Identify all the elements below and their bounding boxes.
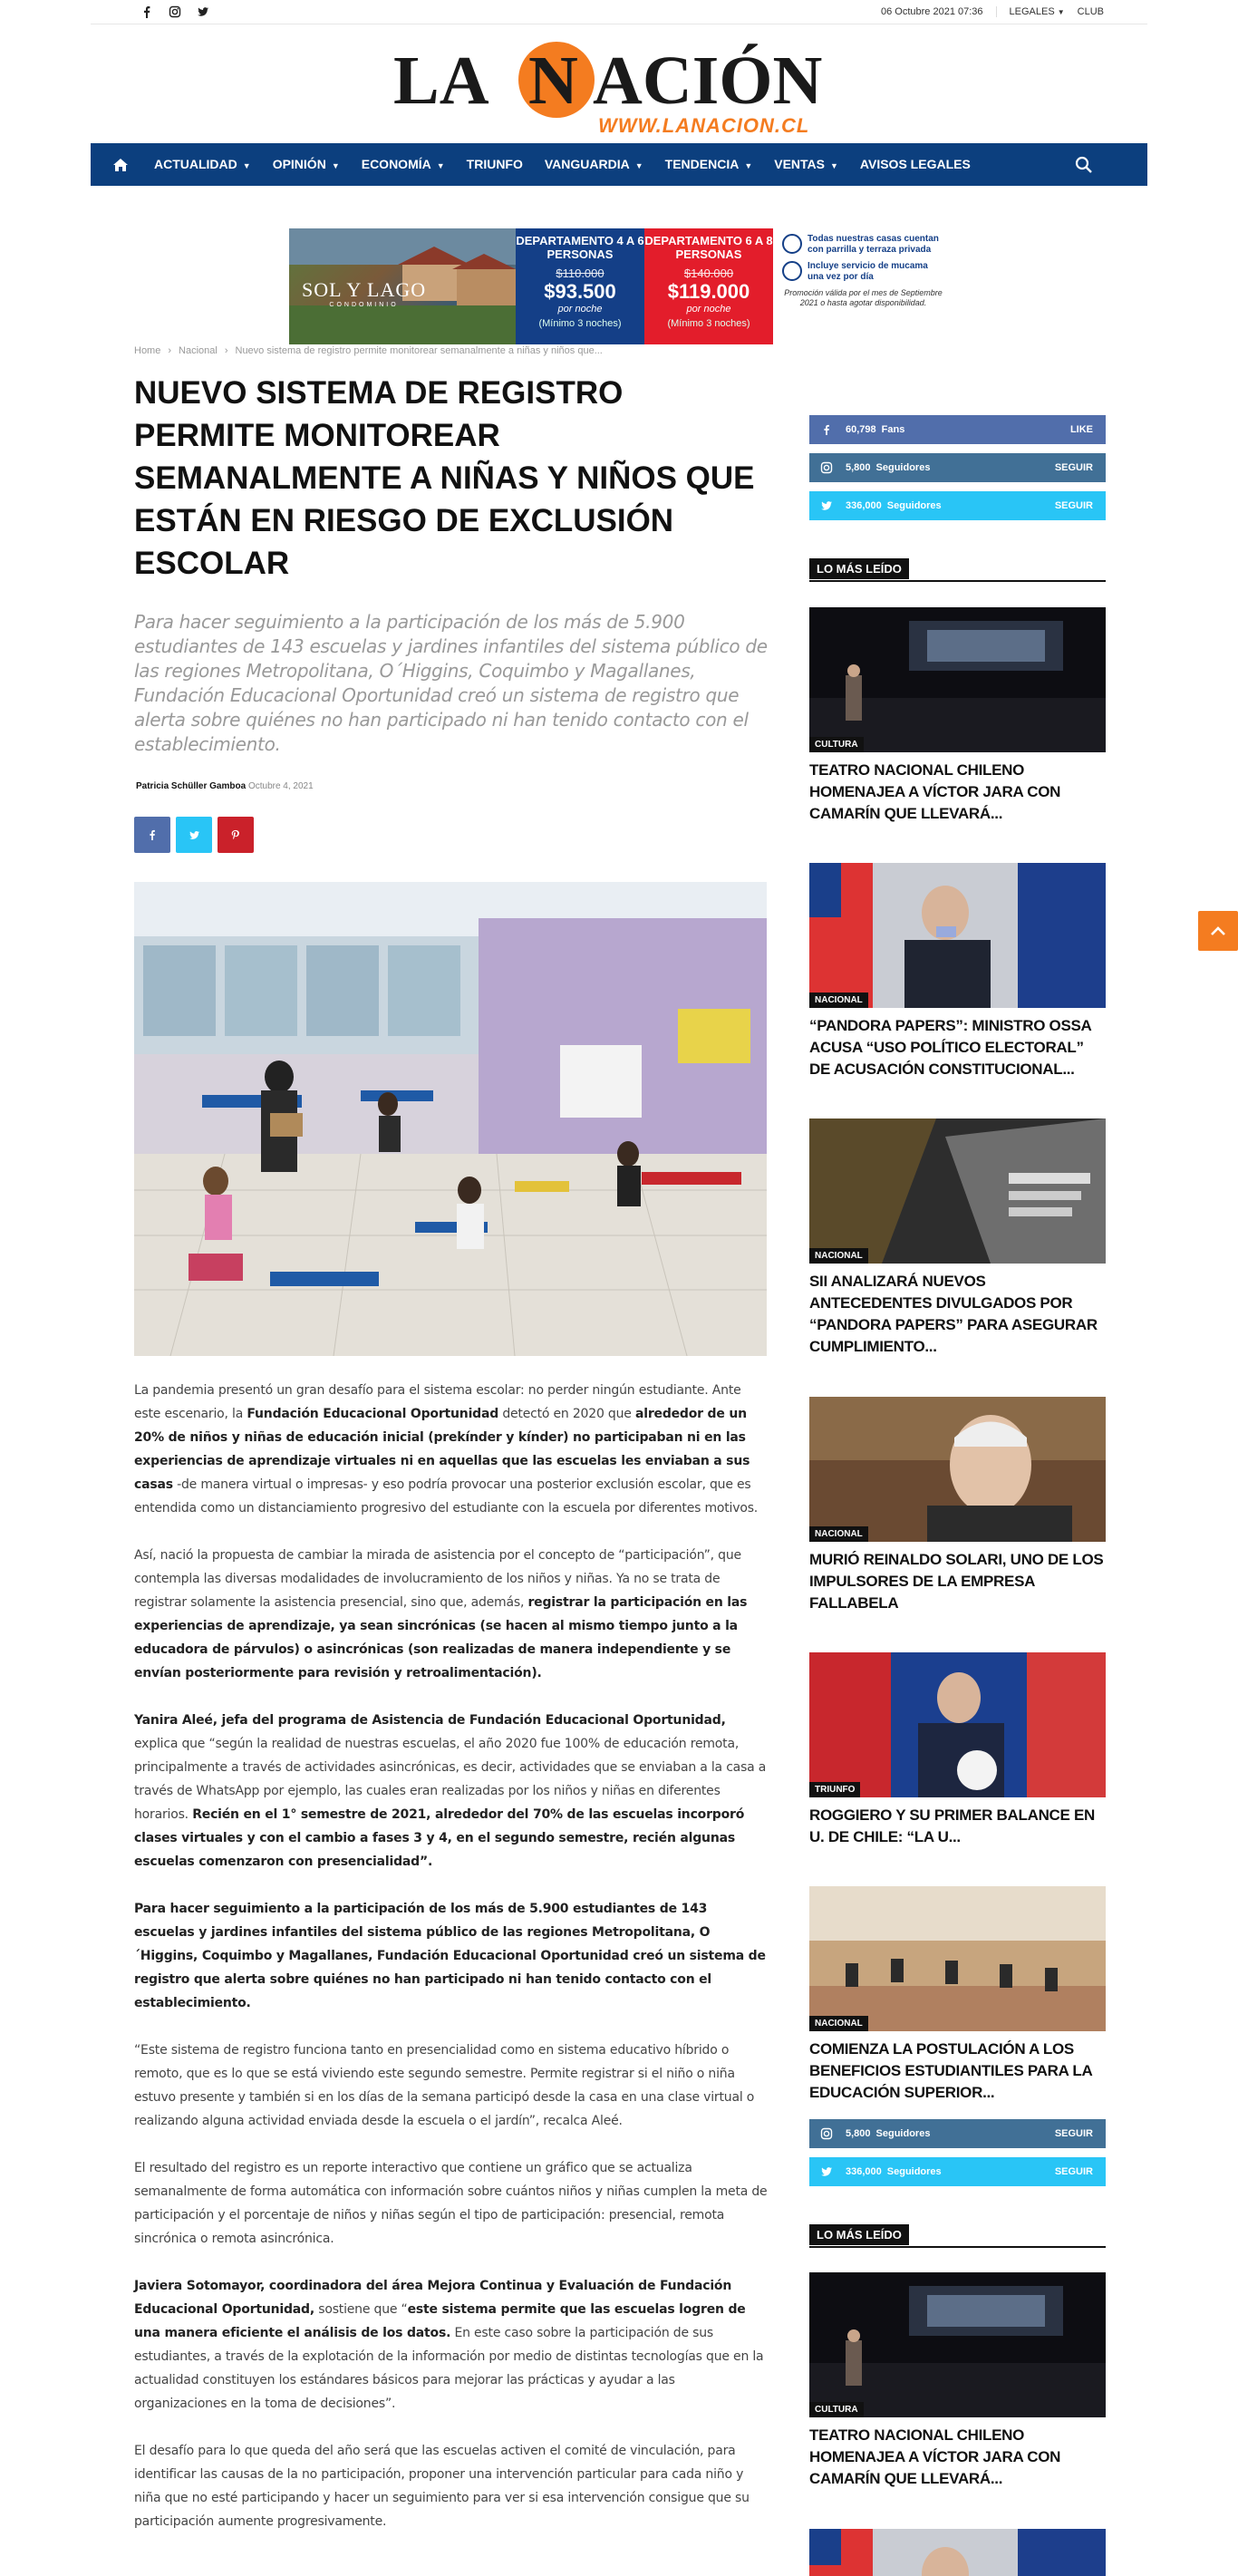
search-icon	[1075, 156, 1093, 174]
nav-item-avisos-legales[interactable]	[849, 143, 982, 186]
chevron-down-icon: ▼	[242, 161, 251, 170]
divider	[996, 6, 997, 17]
logo-url: WWW.LANACION.CL	[598, 114, 810, 137]
twitter-counter[interactable]	[809, 491, 1106, 520]
logo-text-acion: ACIÓN	[593, 43, 823, 119]
facebook-icon[interactable]	[140, 5, 153, 18]
news-title[interactable]: “PANDORA PAPERS”: MINISTRO OSSA ACUSA “USO POLÍTICO ELECTORAL” DE ACUSACIÓN CONSTITUCIONAL...	[809, 1017, 1091, 1078]
instagram-icon	[818, 460, 835, 476]
back-to-top-button[interactable]	[1198, 911, 1238, 951]
news-title[interactable]: SII ANALIZARÁ NUEVOS ANTECEDENTES DIVULGADOS POR “PANDORA PAPERS” PARA ASEGURAR CUMPLIMIENTO...	[809, 1273, 1098, 1355]
article-paragraph: El desafío para lo que queda del año será que las escuelas activen el comité de vinculación, para identificar las causas de la no participación, proponer una intervención particular para cada niño y niña que no esté participando y hacer un seguimiento para ver si esa intervención consigue que su participación aumente progresivamente.	[134, 2444, 750, 2529]
text-run: explica que “según la realidad de nuestras escuelas, el año 2020 fue 100% de educación remota, principalmente a través de actividades asincrónicas, es decir, actividades que se enviaban a la casa a través de WhatsApp por ejemplo, las cuales eran realizadas por los niños y niñas en diferentes horarios.	[134, 1737, 767, 1822]
category-badge[interactable]: TRIUNFO	[809, 1782, 860, 1797]
chevron-down-icon: ▼	[1057, 8, 1065, 16]
news-card-partial[interactable]	[809, 2529, 1106, 2576]
nav-item-economia[interactable]	[351, 143, 456, 186]
ad-price: $119.000	[667, 280, 750, 303]
nav-item-ventas[interactable]	[763, 143, 849, 186]
text-bold: registrar la participación en las experiencias de aprendizaje, ya sean sincrónicas (se hacen al mismo tiempo junto a la educadora de párvulos) o asincrónicas (son realizadas de manera independiente y se envían posteriormente para revisión y retroalimentación).	[134, 1595, 748, 1680]
sii-building-photo	[809, 1119, 1106, 1264]
sidebar-most-read	[809, 558, 1106, 604]
text-bold: Yanira Aleé, jefa del programa de Asistencia de Fundación Educacional Oportunidad,	[134, 1713, 726, 1728]
breadcrumb	[134, 345, 603, 356]
category-badge[interactable]: NACIONAL	[809, 1248, 868, 1264]
article-paragraph	[134, 1897, 769, 2015]
site-logo[interactable]	[390, 36, 852, 140]
counter-label: Fans	[881, 424, 905, 435]
news-thumbnail[interactable]	[809, 1652, 1106, 1797]
chevron-right-icon: ›	[168, 345, 172, 356]
ad-banner[interactable]	[289, 228, 953, 344]
follow-button[interactable]: SEGUIR	[1054, 2128, 1093, 2139]
minister-photo	[809, 863, 1106, 1008]
ad-per-night: por noche	[557, 304, 603, 315]
instagram-icon	[818, 2126, 835, 2142]
ad-brand-sub: CONDOMINIO	[329, 302, 399, 308]
article-paragraph	[134, 1544, 769, 1685]
nav-label: TENDENCIA	[664, 157, 740, 171]
nav-item-opinion[interactable]	[262, 143, 351, 186]
news-thumbnail[interactable]	[809, 1119, 1106, 1264]
nav-label: VENTAS	[774, 157, 825, 171]
facebook-icon	[147, 829, 158, 840]
news-title[interactable]: TEATRO NACIONAL CHILENO HOMENAJEA A VÍCTOR JARA CON CAMARÍN QUE LLEVARÁ...	[809, 2426, 1061, 2487]
counter-label: Seguidores	[875, 462, 931, 473]
share-facebook-button[interactable]	[134, 817, 170, 853]
follow-button[interactable]: SEGUIR	[1054, 462, 1093, 473]
news-thumbnail[interactable]	[809, 1397, 1106, 1542]
chevron-down-icon: ▼	[331, 161, 340, 170]
publish-date: Octubre 4, 2021	[247, 781, 314, 791]
ad-brand	[302, 278, 426, 308]
category-badge[interactable]: CULTURA	[809, 737, 864, 752]
top-bar	[91, 0, 1147, 24]
pinterest-icon	[230, 829, 241, 840]
minister-photo	[809, 2529, 1106, 2576]
news-card[interactable]	[809, 863, 1106, 1080]
news-card[interactable]	[809, 2272, 1106, 2490]
counter-value: 5,800	[846, 462, 871, 473]
nav-label: TRIUNFO	[466, 157, 523, 171]
ad-offer-1	[516, 228, 644, 344]
nav-label: ECONOMÍA	[361, 157, 431, 171]
counter-value: 336,000	[846, 2166, 882, 2177]
follow-button[interactable]: SEGUIR	[1054, 2166, 1093, 2177]
chevron-up-icon	[1210, 925, 1226, 936]
counter-value: 60,798	[846, 424, 876, 435]
ad-offer-2	[644, 228, 773, 344]
theatre-photo	[809, 607, 1106, 752]
club-link[interactable]: CLUB	[1077, 6, 1104, 17]
top-right-links	[881, 6, 1104, 17]
chevron-down-icon: ▼	[744, 161, 753, 170]
text-bold: Para hacer seguimiento a la participación de los más de 5.900 estudiantes de 143 escuelas y jardines infantiles del sistema público de las regiones Metropolitana, O´Higgins, Coquimbo y Magallanes, Fundación Educacional Oportunidad creó un sistema de registro que alerta sobre quiénes no han participado ni han tenido contacto con el establecimiento.	[134, 1902, 766, 2010]
article-paragraph	[134, 1709, 769, 1874]
news-thumbnail[interactable]	[809, 863, 1106, 1008]
category-badge[interactable]: NACIONAL	[809, 1526, 868, 1542]
twitter-counter[interactable]	[809, 2157, 1106, 2186]
news-title[interactable]: ROGGIERO Y SU PRIMER BALANCE EN U. DE CHILE: “LA U...	[809, 1806, 1096, 1845]
news-card[interactable]	[809, 1886, 1106, 2104]
legales-menu[interactable]	[1010, 6, 1065, 17]
breadcrumb-home[interactable]: Home	[134, 345, 161, 356]
article-paragraph	[134, 1379, 769, 1520]
follow-button[interactable]: SEGUIR	[1054, 500, 1093, 511]
nav-label: ACTUALIDAD	[154, 157, 237, 171]
ad-feature	[782, 234, 944, 256]
ad-feature-text: Incluye servicio de mucama una vez por día	[808, 261, 928, 282]
text-run: La pandemia presentó un gran desafío para el sistema escolar: no perder ningún estudiante. Ante este escenario, la	[134, 1383, 741, 1421]
grill-icon	[782, 234, 802, 254]
counter-label: Seguidores	[875, 2128, 931, 2139]
text-bold: este sistema permite que las escuelas logren de una manera eficiente el análisis de los datos.	[134, 2302, 746, 2340]
chevron-right-icon: ›	[224, 345, 228, 356]
news-card[interactable]	[809, 1397, 1106, 1614]
ad-offer-title: DEPARTAMENTO 6 A 8 PERSONAS	[644, 234, 773, 261]
current-date: 06 Octubre 2021 07:36	[881, 6, 983, 17]
home-icon	[113, 159, 128, 171]
text-run: sostiene que “	[314, 2302, 408, 2317]
news-title[interactable]: TEATRO NACIONAL CHILENO HOMENAJEA A VÍCTOR JARA CON CAMARÍN QUE LLEVARÁ...	[809, 761, 1061, 822]
ad-per-night: por noche	[686, 304, 731, 315]
text-run: En este caso sobre la participación de sus estudiantes, a través de la explotación de la información por medio de distintas tecnologías que en la actualidad constituyen los estándares básicos para mejorar las prácticas y ayudar a las organizaciones en la toma de decisiones”.	[134, 2326, 764, 2411]
news-card[interactable]	[809, 1119, 1106, 1358]
sidebar-most-read-secondary	[809, 2224, 1106, 2270]
twitter-icon[interactable]	[197, 5, 209, 18]
nav-item-triunfo[interactable]	[456, 143, 534, 186]
nav-item-actualidad[interactable]	[143, 143, 262, 186]
ad-feature	[782, 261, 944, 283]
text-run: -de manera virtual o impresas- y eso podría provocar una posterior exclusión escolar, que es entendida como un distanciamiento progresivo del estudiante con la escuela por diferentes motivos.	[134, 1477, 759, 1516]
category-badge[interactable]: NACIONAL	[809, 993, 868, 1008]
nav-label: AVISOS LEGALES	[859, 157, 971, 171]
counter-label: Seguidores	[886, 2166, 942, 2177]
ad-brand-name: SOL Y LAGO	[302, 278, 427, 301]
section-title-label: LO MÁS LEÍDO	[809, 558, 909, 579]
ad-offer-title: DEPARTAMENTO 4 A 6 PERSONAS	[516, 234, 644, 261]
sidebar-social-counters-secondary	[809, 2119, 1106, 2195]
ad-old-price: $140.000	[683, 266, 734, 280]
category-badge[interactable]: CULTURA	[809, 2402, 864, 2417]
chevron-down-icon: ▼	[436, 161, 445, 170]
search-button[interactable]	[1075, 156, 1093, 174]
news-title[interactable]: COMIENZA LA POSTULACIÓN A LOS BENEFICIOS ESTUDIANTILES PARA LA EDUCACIÓN SUPERIOR...	[809, 2040, 1092, 2101]
news-card[interactable]	[809, 607, 1106, 825]
facebook-counter[interactable]	[809, 415, 1106, 444]
article-paragraph: El resultado del registro es un reporte interactivo que contiene un gráfico que se actualiza semanalmente de forma automática con información sobre cuántos niños y niñas cumplen la meta de participación y el porcentaje de niños y niñas según el tipo de participación: presencial, remota sincrónica o remota asincrónica.	[134, 2161, 768, 2246]
share-twitter-button[interactable]	[176, 817, 212, 853]
ad-minimum: (Mínimo 3 noches)	[538, 318, 622, 329]
byline	[136, 781, 314, 791]
like-button[interactable]: LIKE	[1069, 424, 1093, 435]
legales-label: LEGALES	[1009, 6, 1055, 17]
counter-value: 5,800	[846, 2128, 871, 2139]
section-title-label: LO MÁS LEÍDO	[809, 2224, 909, 2245]
share-pinterest-button[interactable]	[218, 817, 254, 853]
news-card[interactable]	[809, 1652, 1106, 1848]
breadcrumb-current: Nuevo sistema de registro permite monitorear semanalmente a niñas y niños que...	[235, 345, 603, 356]
ad-info	[773, 228, 953, 344]
text-run: Así, nació la propuesta de cambiar la mirada de asistencia por el concepto de “participación”, que contempla las diversas modalidades de involucramiento de los niños y niñas. Ya no se trata de registrar solamente la asistencia presencial, sino que, además,	[134, 1548, 741, 1610]
news-thumbnail[interactable]	[809, 607, 1106, 752]
breadcrumb-section[interactable]: Nacional	[179, 345, 218, 356]
article-paragraph: “Este sistema de registro funciona tanto en presencialidad como en sistema educativo híbrido o remoto, que es lo que se está viviendo este segundo semestre. Permite registrar si el niño o niña estuvo presente y también si en los días de la semana participó desde la casa en una clase virtual o realizando alguna actividad enviada desde la escuela o el jardín”, recalca Aleé.	[134, 2043, 755, 2128]
counter-value: 336,000	[846, 500, 882, 511]
news-thumbnail[interactable]	[809, 2529, 1106, 2576]
article-body	[134, 1379, 769, 2557]
text-bold: Javiera Sotomayor, coordinadora del área Mejora Continua y Evaluación de Fundación Educacional Oportunidad,	[134, 2279, 732, 2317]
news-thumbnail[interactable]	[809, 2272, 1106, 2417]
nav-label: OPINIÓN	[272, 157, 326, 171]
sidebar-social-counters	[809, 415, 1106, 529]
chevron-down-icon: ▼	[634, 161, 643, 170]
article-image	[134, 882, 767, 1356]
article-paragraph	[134, 2274, 769, 2416]
ad-old-price: $110.000	[556, 266, 604, 280]
twitter-icon	[189, 829, 200, 841]
author-name[interactable]: Patricia Schüller Gamboa	[136, 781, 247, 791]
ad-photo	[289, 228, 516, 344]
ad-promo: Promoción válida por el mes de Septiembre 2021 o hasta agotar disponibilidad.	[784, 288, 943, 307]
text-run: detectó en 2020 que	[498, 1407, 635, 1421]
ad-minimum: (Mínimo 3 noches)	[667, 318, 750, 329]
logo-text-n: N	[528, 43, 578, 119]
classroom-photo	[134, 882, 767, 1356]
nav-item-vanguardia[interactable]	[534, 143, 654, 186]
theatre-photo	[809, 2272, 1106, 2417]
twitter-icon	[818, 2164, 835, 2180]
share-buttons	[134, 817, 254, 853]
section-title	[809, 2224, 1106, 2248]
exam-room-photo	[809, 1886, 1106, 2031]
cleaning-icon	[782, 261, 802, 281]
main-nav	[91, 143, 1147, 186]
news-thumbnail[interactable]	[809, 1886, 1106, 2031]
instagram-counter[interactable]	[809, 453, 1106, 482]
coach-photo	[809, 1652, 1106, 1797]
article-title: NUEVO SISTEMA DE REGISTRO PERMITE MONITOREAR SEMANALMENTE A NIÑAS Y NIÑOS QUE ESTÁN EN RIESGO DE EXCLUSIÓN ESCOLAR	[134, 375, 755, 581]
nav-item-tendencia[interactable]	[654, 143, 764, 186]
news-title[interactable]: MURIÓ REINALDO SOLARI, UNO DE LOS IMPULSORES DE LA EMPRESA FALLABELA	[809, 1551, 1104, 1612]
text-bold: alrededor de un 20% de niños y niñas de educación inicial (prekínder y kínder) no participaban ni en las experiencias de aprendizaje virtuales ni en aquellas que las escuelas les enviaban a sus casas	[134, 1407, 750, 1492]
nav-label: VANGUARDIA	[544, 157, 630, 171]
ad-price: $93.500	[544, 280, 616, 303]
logo-text-la: LA	[393, 43, 489, 119]
home-button[interactable]	[98, 143, 143, 186]
article-subtitle: Para hacer seguimiento a la participación de los más de 5.900 estudiantes de 143 escuelas y jardines infantiles del sistema público de las regiones Metropolitana, O´Higgins, Coquimbo y Magallanes, Fundación Educacional Oportunidad creó un sistema de registro que alerta sobre quiénes no han participado ni han tenido contacto con el establecimiento.	[134, 611, 768, 755]
instagram-counter[interactable]	[809, 2119, 1106, 2148]
counter-label: Seguidores	[886, 500, 942, 511]
section-title	[809, 558, 1106, 582]
instagram-icon[interactable]	[169, 5, 181, 18]
chevron-down-icon: ▼	[830, 161, 838, 170]
facebook-icon	[818, 421, 835, 438]
twitter-icon	[818, 498, 835, 514]
category-badge[interactable]: NACIONAL	[809, 2016, 868, 2031]
portrait-photo	[809, 1397, 1106, 1542]
ad-feature-text: Todas nuestras casas cuentan con parrilla y terraza privada	[808, 234, 939, 255]
top-social-links	[140, 5, 209, 18]
text-bold: Fundación Educacional Oportunidad	[247, 1407, 499, 1421]
text-bold: Recién en el 1° semestre de 2021, alrededor del 70% de las escuelas incorporó clases virtuales y con el cambio a fases 3 y 4, en el segundo semestre, recién algunas escuelas comenzaron con presencialidad”.	[134, 1807, 745, 1869]
